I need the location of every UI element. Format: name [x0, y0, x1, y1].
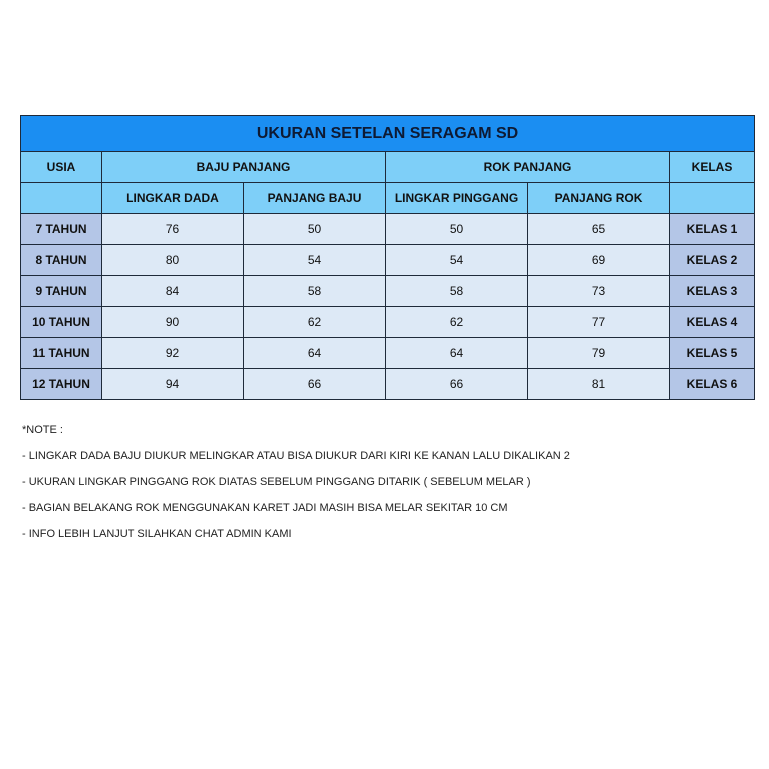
value-cell: 90 — [102, 307, 244, 338]
value-cell: 69 — [528, 245, 670, 276]
header-baju: BAJU PANJANG — [102, 152, 386, 183]
table-row — [21, 245, 755, 276]
value-cell: 79 — [528, 338, 670, 369]
value-cell: 76 — [102, 214, 244, 245]
header-empty — [21, 183, 102, 214]
value-cell: 94 — [102, 369, 244, 400]
value-cell: 64 — [244, 338, 386, 369]
header-usia: USIA — [21, 152, 102, 183]
value-cell: 77 — [528, 307, 670, 338]
usia-cell: 7 TAHUN — [21, 214, 102, 245]
value-cell: 64 — [386, 338, 528, 369]
table-row — [21, 214, 755, 245]
note-line: - UKURAN LINGKAR PINGGANG ROK DIATAS SEBELUM PINGGANG DITARIK ( SEBELUM MELAR ) — [22, 476, 531, 488]
header-rok: ROK PANJANG — [386, 152, 670, 183]
value-cell: 62 — [386, 307, 528, 338]
kelas-cell: KELAS 3 — [670, 276, 755, 307]
table-row — [21, 307, 755, 338]
table-row — [21, 338, 755, 369]
kelas-cell: KELAS 1 — [670, 214, 755, 245]
subheader: LINGKAR PINGGANG — [386, 183, 528, 214]
value-cell: 84 — [102, 276, 244, 307]
table-row — [21, 369, 755, 400]
usia-cell: 8 TAHUN — [21, 245, 102, 276]
note-line: - LINGKAR DADA BAJU DIUKUR MELINGKAR ATAU BISA DIUKUR DARI KIRI KE KANAN LALU DIKALIKAN 2 — [22, 450, 570, 462]
value-cell: 54 — [386, 245, 528, 276]
note-line: - BAGIAN BELAKANG ROK MENGGUNAKAN KARET JADI MASIH BISA MELAR SEKITAR 10 CM — [22, 502, 508, 514]
kelas-cell: KELAS 4 — [670, 307, 755, 338]
table-row — [21, 276, 755, 307]
header-empty — [670, 183, 755, 214]
value-cell: 65 — [528, 214, 670, 245]
kelas-cell: KELAS 2 — [670, 245, 755, 276]
notes — [22, 424, 570, 554]
note-line: - INFO LEBIH LANJUT SILAHKAN CHAT ADMIN KAMI — [22, 528, 292, 540]
usia-cell: 12 TAHUN — [21, 369, 102, 400]
usia-cell: 9 TAHUN — [21, 276, 102, 307]
header-kelas: KELAS — [670, 152, 755, 183]
value-cell: 92 — [102, 338, 244, 369]
value-cell: 66 — [244, 369, 386, 400]
value-cell: 58 — [244, 276, 386, 307]
value-cell: 54 — [244, 245, 386, 276]
table-title: UKURAN SETELAN SERAGAM SD — [21, 116, 755, 152]
usia-cell: 11 TAHUN — [21, 338, 102, 369]
note-line: *NOTE : — [22, 424, 63, 436]
kelas-cell: KELAS 6 — [670, 369, 755, 400]
value-cell: 58 — [386, 276, 528, 307]
value-cell: 80 — [102, 245, 244, 276]
value-cell: 81 — [528, 369, 670, 400]
value-cell: 66 — [386, 369, 528, 400]
value-cell: 50 — [386, 214, 528, 245]
value-cell: 50 — [244, 214, 386, 245]
kelas-cell: KELAS 5 — [670, 338, 755, 369]
value-cell: 62 — [244, 307, 386, 338]
subheader: PANJANG BAJU — [244, 183, 386, 214]
subheader: PANJANG ROK — [528, 183, 670, 214]
usia-cell: 10 TAHUN — [21, 307, 102, 338]
subheader: LINGKAR DADA — [102, 183, 244, 214]
size-table — [20, 115, 755, 400]
value-cell: 73 — [528, 276, 670, 307]
